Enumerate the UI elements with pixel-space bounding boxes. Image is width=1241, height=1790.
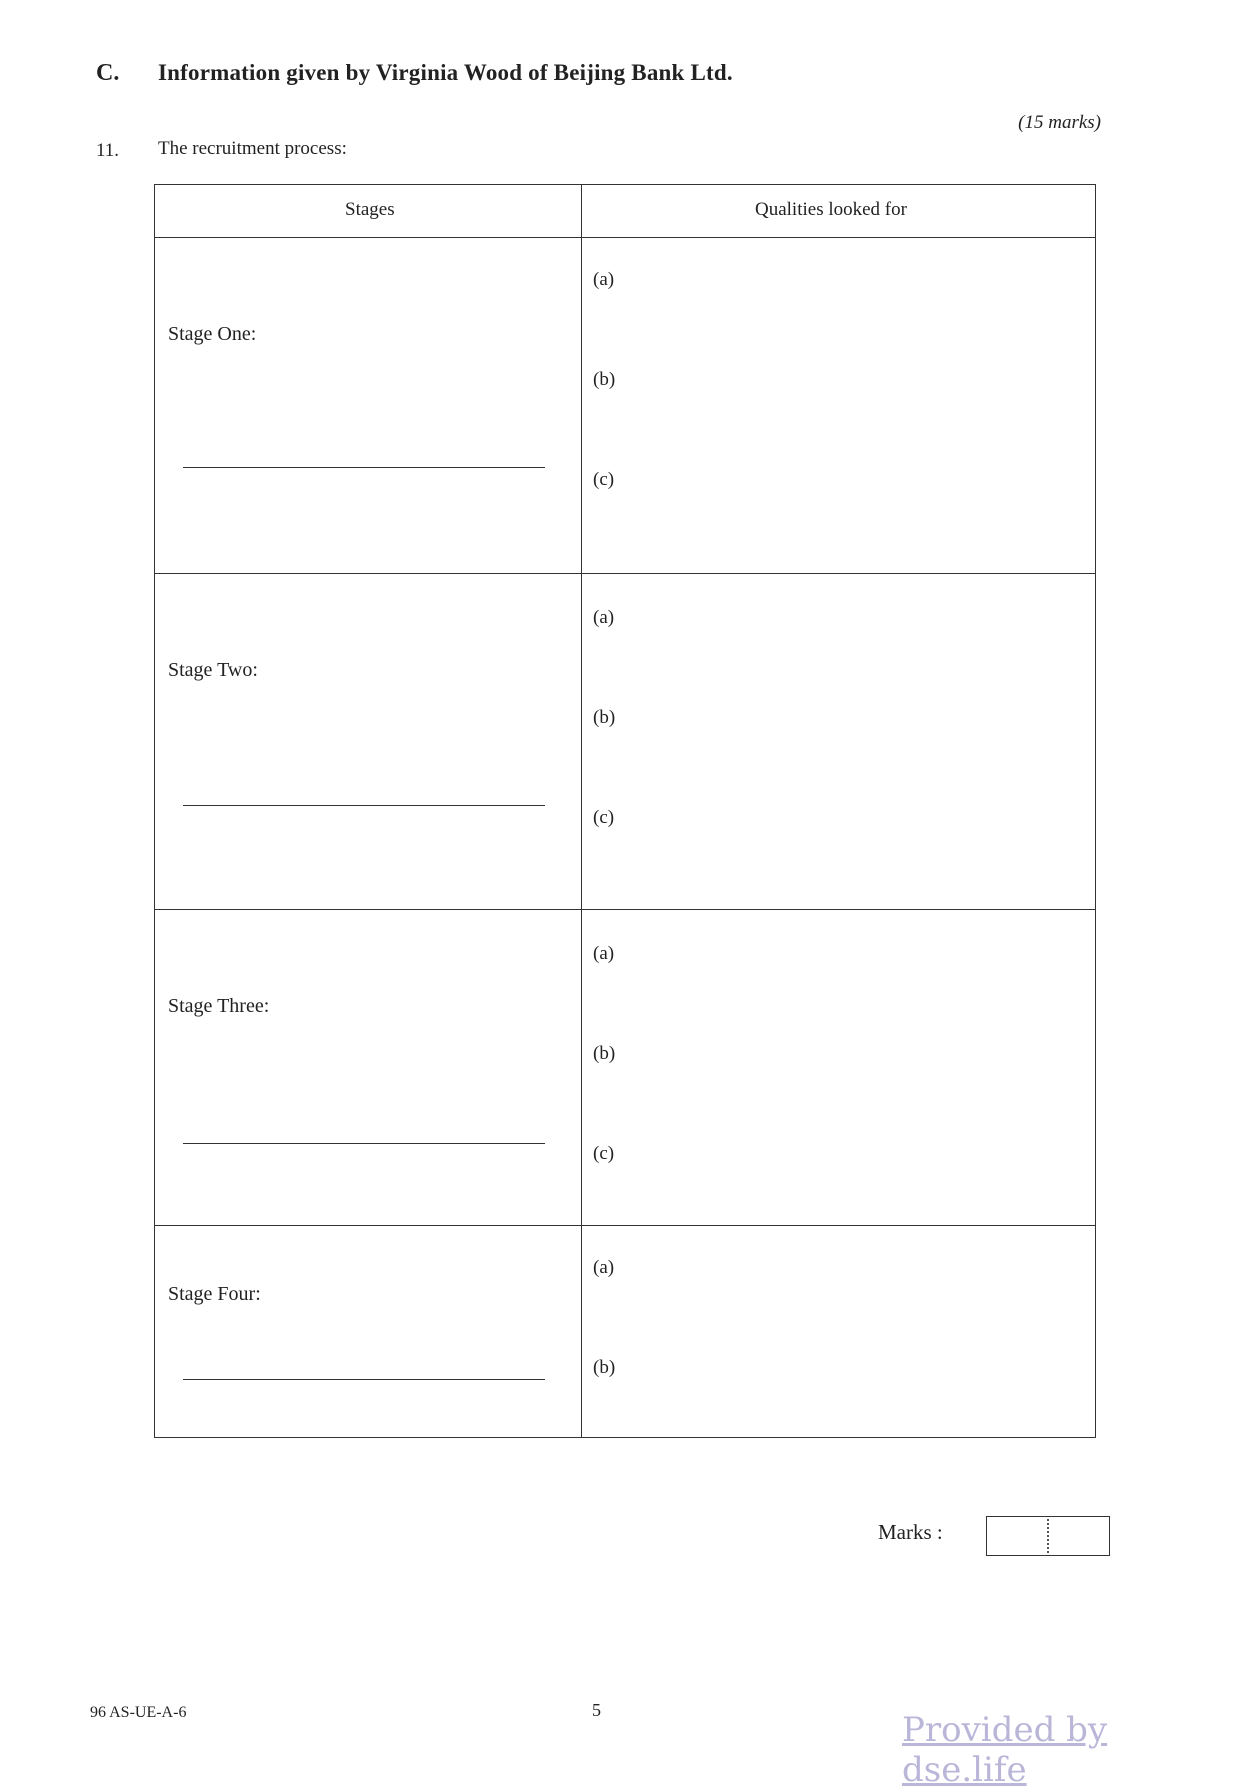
marks-box-divider: [1047, 1519, 1049, 1553]
section-letter: C.: [96, 60, 120, 86]
stage-one-option-c: (c): [593, 469, 615, 490]
stage-four-option-b: (b): [593, 1357, 616, 1378]
stage-three-answer-line[interactable]: [183, 1143, 545, 1144]
stage-four-label: Stage Four:: [168, 1283, 261, 1305]
stage-one-answer-line[interactable]: [183, 467, 545, 468]
marks-label: Marks :: [878, 1520, 943, 1544]
stage-one-label: Stage One:: [168, 323, 257, 345]
header-qualities: Qualities looked for: [755, 199, 907, 220]
stage-three-option-a: (a): [593, 943, 615, 964]
marks-box[interactable]: [986, 1516, 1110, 1556]
watermark-link[interactable]: Provided by dse.life: [902, 1710, 1108, 1790]
section-marks: (15 marks): [1018, 112, 1101, 133]
stage-three-label: Stage Three:: [168, 995, 270, 1017]
stage-one-option-b: (b): [593, 369, 616, 390]
column-divider: [581, 185, 582, 1437]
stage-four-answer-line[interactable]: [183, 1379, 545, 1380]
stage-one-option-a: (a): [593, 269, 615, 290]
header-rule: [155, 237, 1095, 238]
question-text: The recruitment process:: [158, 138, 347, 159]
row-rule: [155, 1225, 1095, 1226]
header-stages: Stages: [345, 199, 395, 220]
stage-two-answer-line[interactable]: [183, 805, 545, 806]
stage-two-option-a: (a): [593, 607, 615, 628]
row-rule: [155, 909, 1095, 910]
recruitment-table: [154, 184, 1096, 1438]
stage-four-option-a: (a): [593, 1257, 615, 1278]
stage-two-option-c: (c): [593, 807, 615, 828]
stage-two-label: Stage Two:: [168, 659, 258, 681]
page-number: 5: [592, 1700, 601, 1720]
paper-code: 96 AS-UE-A-6: [90, 1704, 187, 1721]
section-title: Information given by Virginia Wood of Beijing Bank Ltd.: [158, 60, 733, 85]
stage-three-option-b: (b): [593, 1043, 616, 1064]
stage-three-option-c: (c): [593, 1143, 615, 1164]
row-rule: [155, 573, 1095, 574]
question-number: 11.: [96, 140, 120, 161]
stage-two-option-b: (b): [593, 707, 616, 728]
